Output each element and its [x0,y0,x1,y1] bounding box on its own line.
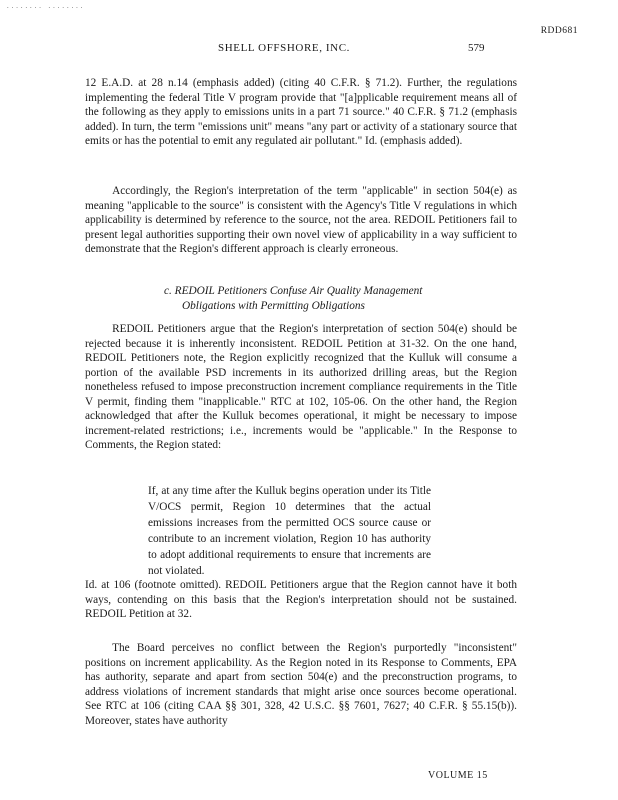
paragraph-5: The Board perceives no conflict between the Region's purportedly "inconsistent" positions on increment applicability. As the Region noted in its Response to Comments, EPA has authority, separate and apart from section 504(e) and the preconstruction programs, to address violations of increment standards that might arise once sources become operational. See RTC at 106 (citing CAA §§ 301, 328, 42 U.S.C. §§ 7601, 7627; 40 C.F.R. § 55.15(b)). Moreover, states have authority [85,642,517,727]
document-id: RDD681 [540,26,578,36]
page-number: 579 [468,42,485,54]
paragraph-1: 12 E.A.D. at 28 n.14 (emphasis added) (citing 40 C.F.R. § 71.2). Further, the regulations implementing the federal Title V program provide that "[a]pplicable requirement means all of the following as they apply to emissions units in a part 71 source." 40 C.F.R. § 71.2 (emphasis added). In turn, the term "emissions unit" means "any part or activity of a stationary source that emits or has the potential to emit any regulated air pollutant." Id. (emphasis added). [85,77,517,147]
section-heading [164,284,494,313]
paragraph-3: REDOIL Petitioners argue that the Region's interpretation of section 504(e) should be rejected because it is inherently inconsistent. REDOIL Petition at 31-32. On the one hand, REDOIL Petitioners note, the Region explicitly recognized that the Kulluk will consume a portion of the available PSD increments in its authorized drilling areas, but the Region nonetheless refused to impose preconstruction increment compliance requirements in the Title V permit, finding them "inapplicable." RTC at 102, 105-06. On the other hand, the Region acknowledged that after the Kulluk becomes operational, it might be necessary to impose increment-related restrictions; i.e., increments would be "applicable." In the Response to Comments, the Region stated: [85,323,517,451]
section-heading-line-2: Obligations with Permitting Obligations [182,299,365,312]
paragraph-2: Accordingly, the Region's interpretation of the term "applicable" in section 504(e) as meaning "applicable to the source" is consistent with the Agency's Title V regulations in which applicability is determined by reference to the source, not the area. REDOIL Petitioners fail to present legal authorities supporting their own novel view of applicability in a way sufficient to demonstrate that the Region's different approach is clearly erroneous. [85,185,517,255]
paragraph-4: Id. at 106 (footnote omitted). REDOIL Petitioners argue that the Region cannot have it both ways, contending on this basis that the Region's interpretation should not be sustained. REDOIL Petition at 32. [85,579,517,620]
section-heading-line-1: c. REDOIL Petitioners Confuse Air Quality Management [164,285,423,297]
volume-footer: VOLUME 15 [428,770,488,781]
scan-corner-marks: ........ ........ [6,3,85,10]
block-quote: If, at any time after the Kulluk begins operation under its Title V/OCS permit, Region 10 determines that the actual emissions increases from the permitted OCS source cause or contribute to an increment violation, Region 10 has authority to adopt additional requirements to ensure that increments are not violated. [148,485,431,577]
running-title: SHELL OFFSHORE, INC. [218,42,350,54]
